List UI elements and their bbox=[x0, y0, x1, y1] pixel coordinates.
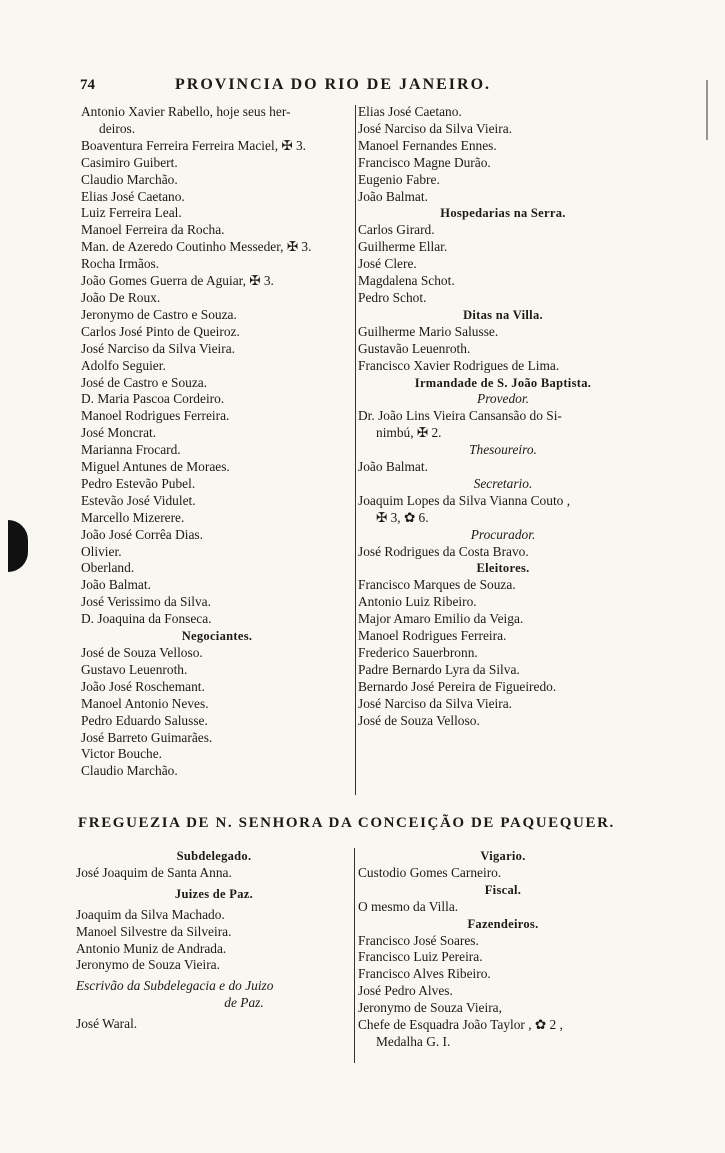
list-item: Luiz Ferreira Leal. bbox=[81, 205, 182, 221]
lower-left-column bbox=[76, 848, 352, 1033]
list-item: João José Roschemant. bbox=[81, 678, 205, 694]
list-item: Manoel Fernandes Ennes. bbox=[358, 137, 497, 153]
secretario-line-1: Joaquim Lopes da Silva Vianna Couto , bbox=[358, 492, 571, 508]
list-item: Guilherme Ellar. bbox=[358, 239, 448, 255]
list-item: Guilherme Mario Salusse. bbox=[358, 323, 499, 339]
list-item: Francisco Magne Durão. bbox=[358, 154, 491, 170]
thesoureiro-heading: Thesoureiro. bbox=[469, 442, 537, 458]
escrivao-name: José Waral. bbox=[76, 1016, 138, 1032]
right-column bbox=[358, 104, 648, 730]
hospedarias-heading: Hospedarias na Serra. bbox=[440, 206, 566, 221]
column-divider-lower bbox=[354, 848, 355, 1063]
list-item: José Narciso da Silva Vieira. bbox=[81, 340, 236, 356]
list-item: José de Souza Velloso. bbox=[81, 645, 203, 660]
right-name-list bbox=[358, 104, 648, 205]
list-item: Victor Bouche. bbox=[81, 746, 163, 762]
eleitores-heading: Eleitores. bbox=[476, 561, 530, 576]
list-item: José Verissimo da Silva. bbox=[81, 594, 211, 610]
list-item: Pedro Estevão Pubel. bbox=[81, 475, 196, 491]
list-item: Jeronymo de Castro e Souza. bbox=[81, 306, 237, 322]
list-item: Jeronymo de Souza Vieira, bbox=[358, 1000, 502, 1016]
list-item: Francisco Alves Ribeiro. bbox=[358, 966, 491, 982]
fiscal-name: O mesmo da Villa. bbox=[358, 898, 459, 914]
list-item: João José Corrêa Dias. bbox=[81, 526, 203, 542]
list-item: Francisco Marques de Souza. bbox=[358, 577, 516, 593]
secretario-line-2: ✠ 3, ✿ 6. bbox=[376, 509, 429, 525]
list-item: Marianna Frocard. bbox=[81, 442, 181, 458]
hospedarias-list bbox=[358, 222, 648, 307]
page-edge-shadow bbox=[8, 520, 28, 572]
vigario-name: Custodio Gomes Carneiro. bbox=[358, 864, 502, 880]
list-item: Estevão José Vidulet. bbox=[81, 492, 196, 508]
ditas-heading: Ditas na Villa. bbox=[463, 307, 543, 322]
margin-mark bbox=[706, 80, 708, 140]
vigario-heading: Vigario. bbox=[480, 849, 526, 863]
list-item: João Gomes Guerra de Aguiar, ✠ 3. bbox=[81, 273, 274, 289]
escrivao-line-2: de Paz. bbox=[224, 995, 264, 1011]
list-item: Francisco José Soares. bbox=[358, 932, 479, 948]
juizes-list bbox=[76, 907, 352, 975]
secretario-heading: Secretario. bbox=[473, 475, 533, 491]
subdelegado-name: José Joaquim de Santa Anna. bbox=[76, 864, 232, 880]
list-item: José Clere. bbox=[358, 256, 417, 272]
list-item: Manoel Silvestre da Silveira. bbox=[76, 923, 232, 939]
list-item: Casimiro Guibert. bbox=[81, 154, 178, 170]
list-item: Claudio Marchão. bbox=[81, 171, 178, 187]
list-item: Rocha Irmãos. bbox=[81, 256, 160, 272]
negociantes-heading: Negociantes. bbox=[181, 629, 253, 644]
list-item: Manoel Antonio Neves. bbox=[81, 695, 209, 711]
page-number: 74 bbox=[80, 77, 95, 93]
list-item: Marcello Mizerere. bbox=[81, 509, 185, 525]
list-item: José Pedro Alves. bbox=[358, 983, 453, 999]
list-item: Major Amaro Emilio da Veiga. bbox=[358, 611, 524, 627]
procurador-name: José Rodrigues da Costa Bravo. bbox=[358, 543, 529, 559]
list-item: João Balmat. bbox=[81, 577, 151, 593]
list-item: Bernardo José Pereira de Figueiredo. bbox=[358, 678, 557, 694]
provedor-line-2: nimbú, ✠ 2. bbox=[376, 425, 442, 441]
list-item: Antonio Luiz Ribeiro. bbox=[358, 594, 477, 610]
running-title: PROVINCIA DO RIO DE JANEIRO. bbox=[175, 76, 492, 93]
list-item: Claudio Marchão. bbox=[81, 763, 178, 779]
list-item: Francisco Luiz Pereira. bbox=[358, 949, 483, 965]
negociantes-list bbox=[81, 645, 353, 780]
list-item: José de Castro e Souza. bbox=[81, 374, 208, 390]
list-item: Gustavão Leuenroth. bbox=[358, 340, 471, 356]
list-item: José Barreto Guimarães. bbox=[81, 729, 213, 745]
left-name-list bbox=[81, 104, 353, 628]
list-item: José Moncrat. bbox=[81, 425, 157, 441]
list-item: D. Joaquina da Fonseca. bbox=[81, 611, 212, 627]
list-item: Padre Bernardo Lyra da Silva. bbox=[358, 661, 520, 677]
list-item: Eugenio Fabre. bbox=[358, 171, 440, 187]
chefe-line-2: Medalha G. I. bbox=[376, 1033, 451, 1049]
provedor-line-1: Dr. João Lins Vieira Cansansão do Si- bbox=[358, 408, 562, 424]
list-item: Joaquim da Silva Machado. bbox=[76, 906, 225, 922]
list-item: Pedro Schot. bbox=[358, 289, 427, 305]
list-item: Frederico Sauerbronn. bbox=[358, 645, 478, 660]
list-item: Manoel Ferreira da Rocha. bbox=[81, 222, 225, 238]
list-item: Gustavo Leuenroth. bbox=[81, 661, 188, 677]
list-item: deiros. bbox=[99, 120, 136, 136]
list-item: Oberland. bbox=[81, 560, 135, 576]
list-item: D. Maria Pascoa Cordeiro. bbox=[81, 391, 225, 407]
column-divider bbox=[355, 105, 356, 795]
list-item: Francisco Xavier Rodrigues de Lima. bbox=[358, 357, 560, 373]
parish-section-title: FREGUEZIA DE N. SENHORA DA CONCEIÇÃO DE PAQUEQUER. bbox=[78, 815, 615, 831]
list-item: Carlos José Pinto de Queiroz. bbox=[81, 323, 240, 339]
subdelegado-heading: Subdelegado. bbox=[176, 849, 252, 863]
list-item: Elias José Caetano. bbox=[81, 188, 185, 204]
list-item: José de Souza Velloso. bbox=[358, 712, 480, 728]
list-item: Antonio Xavier Rabello, hoje seus her- bbox=[81, 104, 291, 119]
list-item: Carlos Girard. bbox=[358, 222, 435, 238]
list-item: Pedro Eduardo Salusse. bbox=[81, 712, 208, 728]
eleitores-list bbox=[358, 577, 648, 729]
fiscal-heading: Fiscal. bbox=[484, 882, 522, 897]
list-item: Miguel Antunes de Moraes. bbox=[81, 459, 230, 475]
chefe-line-1: Chefe de Esquadra João Taylor , ✿ 2 , bbox=[358, 1017, 563, 1033]
list-item: Adolfo Seguier. bbox=[81, 357, 166, 373]
thesoureiro-name: João Balmat. bbox=[358, 459, 428, 475]
list-item: Antonio Muniz de Andrada. bbox=[76, 940, 227, 956]
escrivao-line-1: Escrivão da Subdelegacia e do Juizo bbox=[76, 978, 274, 994]
procurador-heading: Procurador. bbox=[470, 526, 536, 542]
fazendeiros-heading: Fazendeiros. bbox=[467, 916, 539, 931]
provedor-heading: Provedor. bbox=[477, 391, 529, 407]
fazendeiros-list bbox=[358, 933, 648, 1018]
list-item: João Balmat. bbox=[358, 188, 428, 204]
list-item: Manoel Rodrigues Ferreira. bbox=[358, 628, 507, 644]
left-column bbox=[81, 104, 353, 780]
list-item: Jeronymo de Souza Vieira. bbox=[76, 957, 220, 973]
list-item: José Narciso da Silva Vieira. bbox=[358, 120, 513, 136]
irmandade-heading: Irmandade de S. João Baptista. bbox=[414, 375, 592, 390]
list-item: Boaventura Ferreira Ferreira Maciel, ✠ 3. bbox=[81, 137, 306, 153]
list-item: Manoel Rodrigues Ferreira. bbox=[81, 408, 230, 424]
lower-right-column bbox=[358, 848, 648, 1051]
juizes-heading: Juizes de Paz. bbox=[174, 886, 254, 901]
list-item: Magdalena Schot. bbox=[358, 273, 455, 289]
list-item: João De Roux. bbox=[81, 289, 161, 305]
list-item: Man. de Azeredo Coutinho Messeder, ✠ 3. bbox=[81, 239, 312, 255]
list-item: Olivier. bbox=[81, 543, 122, 559]
ditas-list bbox=[358, 324, 648, 375]
list-item: José Narciso da Silva Vieira. bbox=[358, 695, 513, 711]
list-item: Elias José Caetano. bbox=[358, 104, 462, 119]
